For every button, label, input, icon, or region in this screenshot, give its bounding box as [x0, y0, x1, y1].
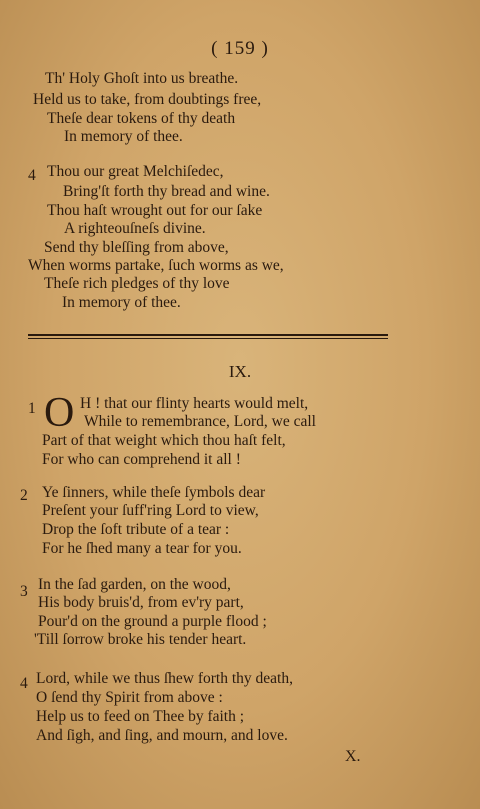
verse-line: 'Till ſorrow broke his tender heart. [34, 631, 247, 648]
hymn-heading: IX. [228, 362, 252, 381]
drop-cap: O [44, 390, 75, 436]
stanza-number: 3 [20, 583, 28, 600]
verse-line: Thou our great Melchiſedec, [47, 163, 224, 180]
page-number: ( 159 ) [211, 38, 269, 59]
verse-line: Thou haſt wrought out for our ſake [47, 202, 263, 219]
verse-line: And ſigh, and ſing, and mourn, and love. [36, 727, 288, 744]
verse-line: Part of that weight which thou haſt felt, [42, 432, 286, 449]
verse-line: O ſend thy Spirit from above : [36, 689, 223, 706]
verse-line: Pour'd on the ground a purple flood ; [38, 613, 267, 630]
verse-line: Ye ſinners, while theſe ſymbols dear [42, 484, 266, 501]
verse-line: When worms partake, ſuch worms as we, [28, 257, 284, 274]
stanza-number: 1 [28, 400, 36, 417]
verse-line: Send thy bleſſing from above, [44, 239, 229, 256]
stanza-number: 4 [28, 167, 36, 184]
verse-line: Held us to take, from doubtings free, [33, 91, 262, 108]
verse-line: While to remembrance, Lord, we call [84, 413, 316, 430]
verse-line: In memory of thee. [62, 294, 181, 311]
verse-line: Help us to feed on Thee by faith ; [36, 708, 245, 725]
stanza-number: 4 [20, 675, 28, 692]
verse-line: Theſe dear tokens of thy death [47, 110, 236, 127]
verse-line: Th' Holy Ghoſt into us breathe. [45, 70, 239, 87]
verse-line: A righteouſneſs divine. [64, 220, 206, 237]
verse-line: Theſe rich pledges of thy love [44, 275, 230, 292]
verse-line: For who can comprehend it all ! [42, 451, 241, 468]
verse-line: Preſent your ſuff'ring Lord to view, [42, 502, 259, 519]
verse-line: For he ſhed many a tear for you. [42, 540, 242, 557]
verse-line: His body bruis'd, from ev'ry part, [38, 594, 244, 611]
catchword: X. [345, 748, 361, 765]
verse-line: In the ſad garden, on the wood, [38, 576, 231, 593]
verse-line: H ! that our flinty hearts would melt, [80, 395, 309, 412]
stanza-number: 2 [20, 487, 28, 504]
verse-line: In memory of thee. [64, 128, 183, 145]
verse-line: Drop the ſoft tribute of a tear : [42, 521, 230, 538]
verse-line: Bring'ſt forth thy bread and wine. [63, 183, 270, 200]
verse-line: Lord, while we thus ſhew forth thy death, [36, 670, 293, 687]
